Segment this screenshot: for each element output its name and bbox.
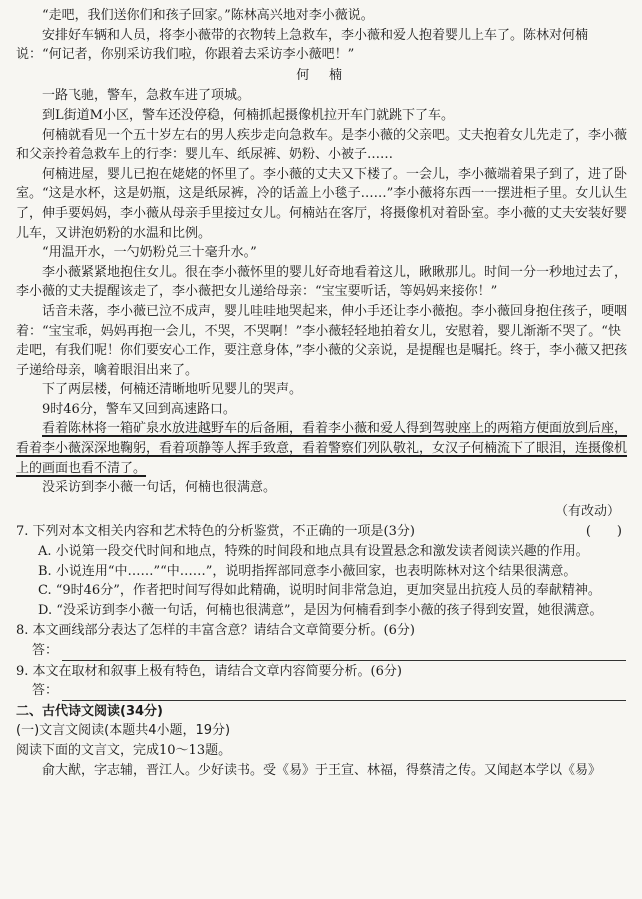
- story-paragraph-10: 下了两层楼，何楠还清晰地听见婴儿的哭声。: [42, 382, 303, 398]
- source-note: （有改动）: [554, 503, 620, 519]
- option-b: B. 小说连用“中……”“中……”，说明指挥部同意李小薇回家，也表明陈林对这个结果很满意。: [38, 563, 577, 579]
- section-2-subtitle: (一)文言文阅读(本题共4小题，19分): [16, 723, 231, 739]
- classical-text-first-line: 俞大猷，字志辅，晋江人。少好读书。受《易》于王宣、林福，得蔡清之传。又闻赵本学以《易》: [42, 762, 602, 778]
- section-heading: 何 楠: [296, 67, 350, 83]
- question-8-stem: 8. 本文画线部分表达了怎样的丰富含意？请结合文章简要分析。(6分): [16, 623, 415, 639]
- underlined-passage: 看着陈林将一箱矿泉水放进越野车的后备厢，看着李小薇和爱人得到驾驶座上的两箱方便面放到后座，看着李小薇深深地鞠躬，看着项静等人挥手致意，看着警察们列队敬礼，女汉子何楠流下了眼泪，连摄像机上的画面也看不清了。: [16, 421, 628, 476]
- question-8: [16, 621, 630, 660]
- story-paragraph-2: 安排好车辆和人员，将李小薇带的衣物转上急救车，李小薇和爱人抱着婴儿上车了。陈林对何楠说：“何记者，你别采访我们啦，你跟着去采访李小薇吧！”: [16, 27, 589, 63]
- answer-label: 答：: [32, 683, 59, 699]
- story-paragraph-8: 李小薇紧紧地抱住女儿。很在李小薇怀里的婴儿好奇地看着这儿，瞅瞅那儿。时间一分一秒地过去了，李小薇的丈夫提醒该走了，李小薇把女儿递给母亲：“宝宝要听话，等妈妈来接你！”: [16, 264, 628, 300]
- question-7-stem: 7. 下列对本文相关内容和艺术特色的分析鉴赏，不正确的一项是(3分): [16, 524, 415, 540]
- answer-line-8[interactable]: [32, 641, 630, 661]
- story-paragraph-3: 一路飞驰，警车，急救车进了项城。: [42, 88, 251, 104]
- option-d: D. “没采访到李小薇一句话，何楠也很满意”，是因为何楠看到李小薇的孩子得到安置，她很满意。: [38, 602, 603, 618]
- story-paragraph-9: 话音未落，李小薇已泣不成声，婴儿哇哇地哭起来，伸小手还让李小薇抱。李小薇回身抱住孩子，哽咽着：“宝宝乖，妈妈再抱一会儿，不哭，不哭啊！”李小薇轻轻地拍着女儿，安慰着，婴儿渐渐不哭了。“快走吧，有我们呢！你们要安心工作，要注意身体，”李小薇的父亲说，是提醒也是嘱托。终于，李小薇又把孩子递给母亲，噙着眼泪出来了。: [16, 303, 628, 378]
- section-2-instruction: 阅读下面的文言文，完成10～13题。: [16, 742, 232, 758]
- section-2-title: 二、古代诗文阅读(34分): [16, 703, 163, 719]
- answer-label: 答：: [32, 643, 59, 658]
- story-paragraph-7: “用温开水，一勺奶粉兑三十毫升水。”: [42, 245, 257, 261]
- story-paragraph-4: 到L街道M小区，警车还没停稳，何楠抓起摄像机拉开车门就跳下了车。: [42, 107, 454, 123]
- answer-line-9[interactable]: [32, 681, 630, 701]
- answer-paren[interactable]: ( ): [585, 524, 622, 540]
- story-last-line: 没采访到李小薇一句话，何楠也很满意。: [42, 480, 277, 496]
- option-a: A. 小说第一段交代时间和地点，特殊的时间段和地点具有设置悬念和激发读者阅读兴趣的作用。: [38, 544, 589, 560]
- story-paragraph-11: 9时46分，警车又回到高速路口。: [42, 401, 236, 417]
- option-c: C. “9时46分”，作者把时间写得如此精确，说明时间非常急迫，更加突显出抗疫人员的奉献精神。: [38, 583, 601, 599]
- story-paragraph-1: “走吧，我们送你们和孩子回家。”陈林高兴地对李小薇说。: [42, 8, 374, 23]
- question-9: [16, 662, 630, 701]
- story-paragraph-5: 何楠就看见一个五十岁左右的男人疾步走向急救车。是李小薇的父亲吧。丈夫抱着女儿先走了，李小薇和父亲拎着急救车上的行李：婴儿车、纸尿裤、奶粉、小被子……: [16, 127, 628, 163]
- answer-blank[interactable]: [62, 646, 626, 661]
- question-9-stem: 9. 本文在取材和叙事上极有特色，请结合文章内容简要分析。(6分): [16, 663, 402, 679]
- question-7: [16, 522, 630, 620]
- story-paragraph-6: 何楠进屋，婴儿已抱在姥姥的怀里了。李小薇的丈夫又下楼了。一会儿，李小薇端着果子到了，进了卧室。“这是水杯，这是奶瓶，这是纸尿裤，冷的话盖上小毯子……”李小薇将东西一一摆进柜子里。女儿认生了，伸手要妈妈，李小薇从母亲手里接过女儿。何楠站在客厅，将摄像机对着卧室。李小薇的丈夫安装好婴儿车，又讲泡奶粉的水温和比例。: [16, 166, 628, 241]
- answer-blank[interactable]: [62, 686, 626, 701]
